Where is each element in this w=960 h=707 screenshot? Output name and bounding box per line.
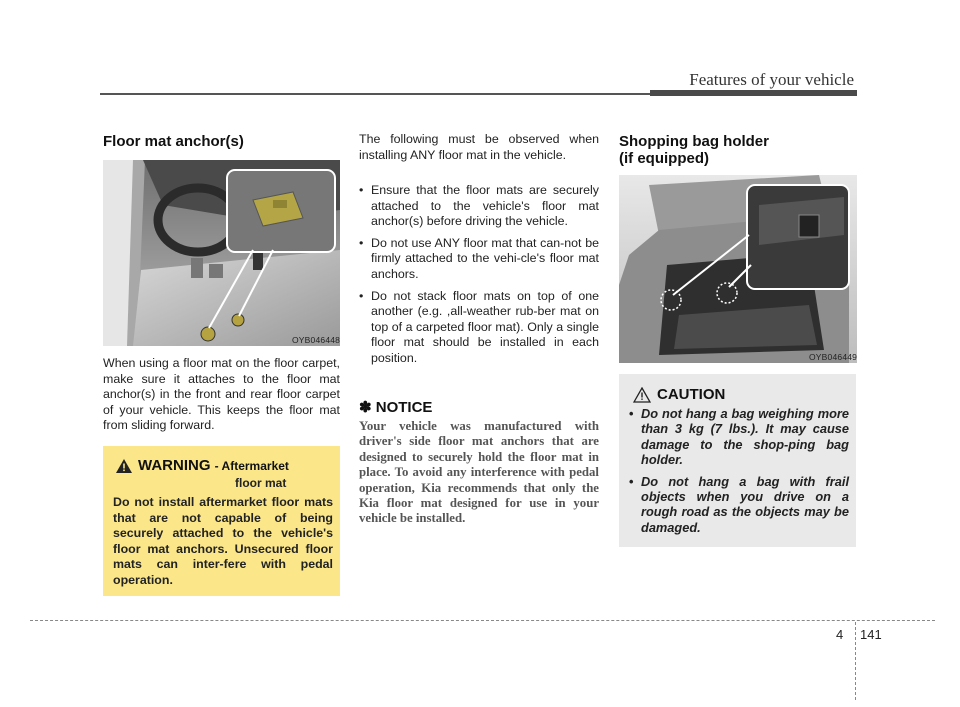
list-item: • Do not stack floor mats on top of one another (e.g. ,all-weather rub-ber mat on top of a carpeted floor mat). Only a single floor mat should be installed in each position. (359, 289, 599, 367)
footer-vertical-divider (855, 622, 856, 700)
figure-label-shopping-bag: OYB046449 (809, 352, 858, 362)
warning-body-text: Do not install aftermarket floor mats that are not capable of being securely attached to the vehicle's floor mat anchors. Unsecured floor mats can inter-fere with pedal operation. (113, 495, 333, 587)
page-number: 141 (860, 627, 882, 642)
notice-body-text: Your vehicle was manufactured with driver's side floor mat anchors that are designed to securely hold the floor mat in place. To avoid any interference with pedal operation, Kia recommends that only the Kia floor mat designed for use in your vehicle be installed. (359, 419, 599, 526)
caution-title: CAUTION (657, 386, 726, 403)
footer-rule (30, 620, 935, 621)
floor-mat-bullet-list (359, 183, 599, 373)
list-item: • Do not use ANY floor mat that can-not be firmly attached to the vehi-cle's floor mat anchors. (359, 236, 599, 283)
floor-mat-intro-text: The following must be observed when installing ANY floor mat in the vehicle. (359, 132, 599, 162)
list-item: • Ensure that the floor mats are securely attached to the vehicle's floor mat anchor(s) before driving the vehicle. (359, 183, 599, 230)
floor-mat-anchor-heading: Floor mat anchor(s) (103, 133, 244, 150)
list-item: • Do not hang a bag weighing more than 3 kg (7 lbs.). It may cause damage to the shop-ping bag holder. (627, 406, 849, 468)
trunk-illustration (619, 175, 857, 363)
shopping-bag-holder-photo (619, 175, 857, 363)
warning-label: WARNING (138, 457, 211, 474)
car-interior-illustration (103, 160, 340, 346)
list-item: • Do not hang a bag with frail objects when you drive on a rough road as the objects may be damaged. (627, 474, 849, 536)
chapter-number: 4 (836, 627, 844, 642)
warning-triangle-icon (115, 458, 133, 474)
figure-label-floor-mat: OYB046448 (292, 335, 341, 345)
header-tab-bar (650, 90, 857, 96)
caution-box (619, 374, 856, 547)
warning-title (138, 457, 289, 474)
shopping-bag-holder-subheading: (if equipped) (619, 150, 709, 167)
floor-mat-anchor-photo (103, 160, 340, 346)
notice-title: ✽ NOTICE (359, 399, 433, 416)
header-rule (100, 93, 650, 95)
floor-mat-body-text: When using a floor mat on the floor carpet, make sure it attaches to the floor mat anchor(s) in the front and rear floor carpet of your vehicle. This keeps the floor mat from sliding forward. (103, 356, 340, 433)
warning-subtitle-line2: floor mat (235, 476, 287, 490)
warning-box (103, 446, 340, 596)
caution-triangle-icon (633, 387, 651, 403)
running-header-title: Features of your vehicle (689, 70, 854, 89)
caution-list (627, 406, 849, 541)
warning-subtitle: - Aftermarket (214, 459, 289, 473)
shopping-bag-holder-heading: Shopping bag holder (619, 133, 769, 150)
